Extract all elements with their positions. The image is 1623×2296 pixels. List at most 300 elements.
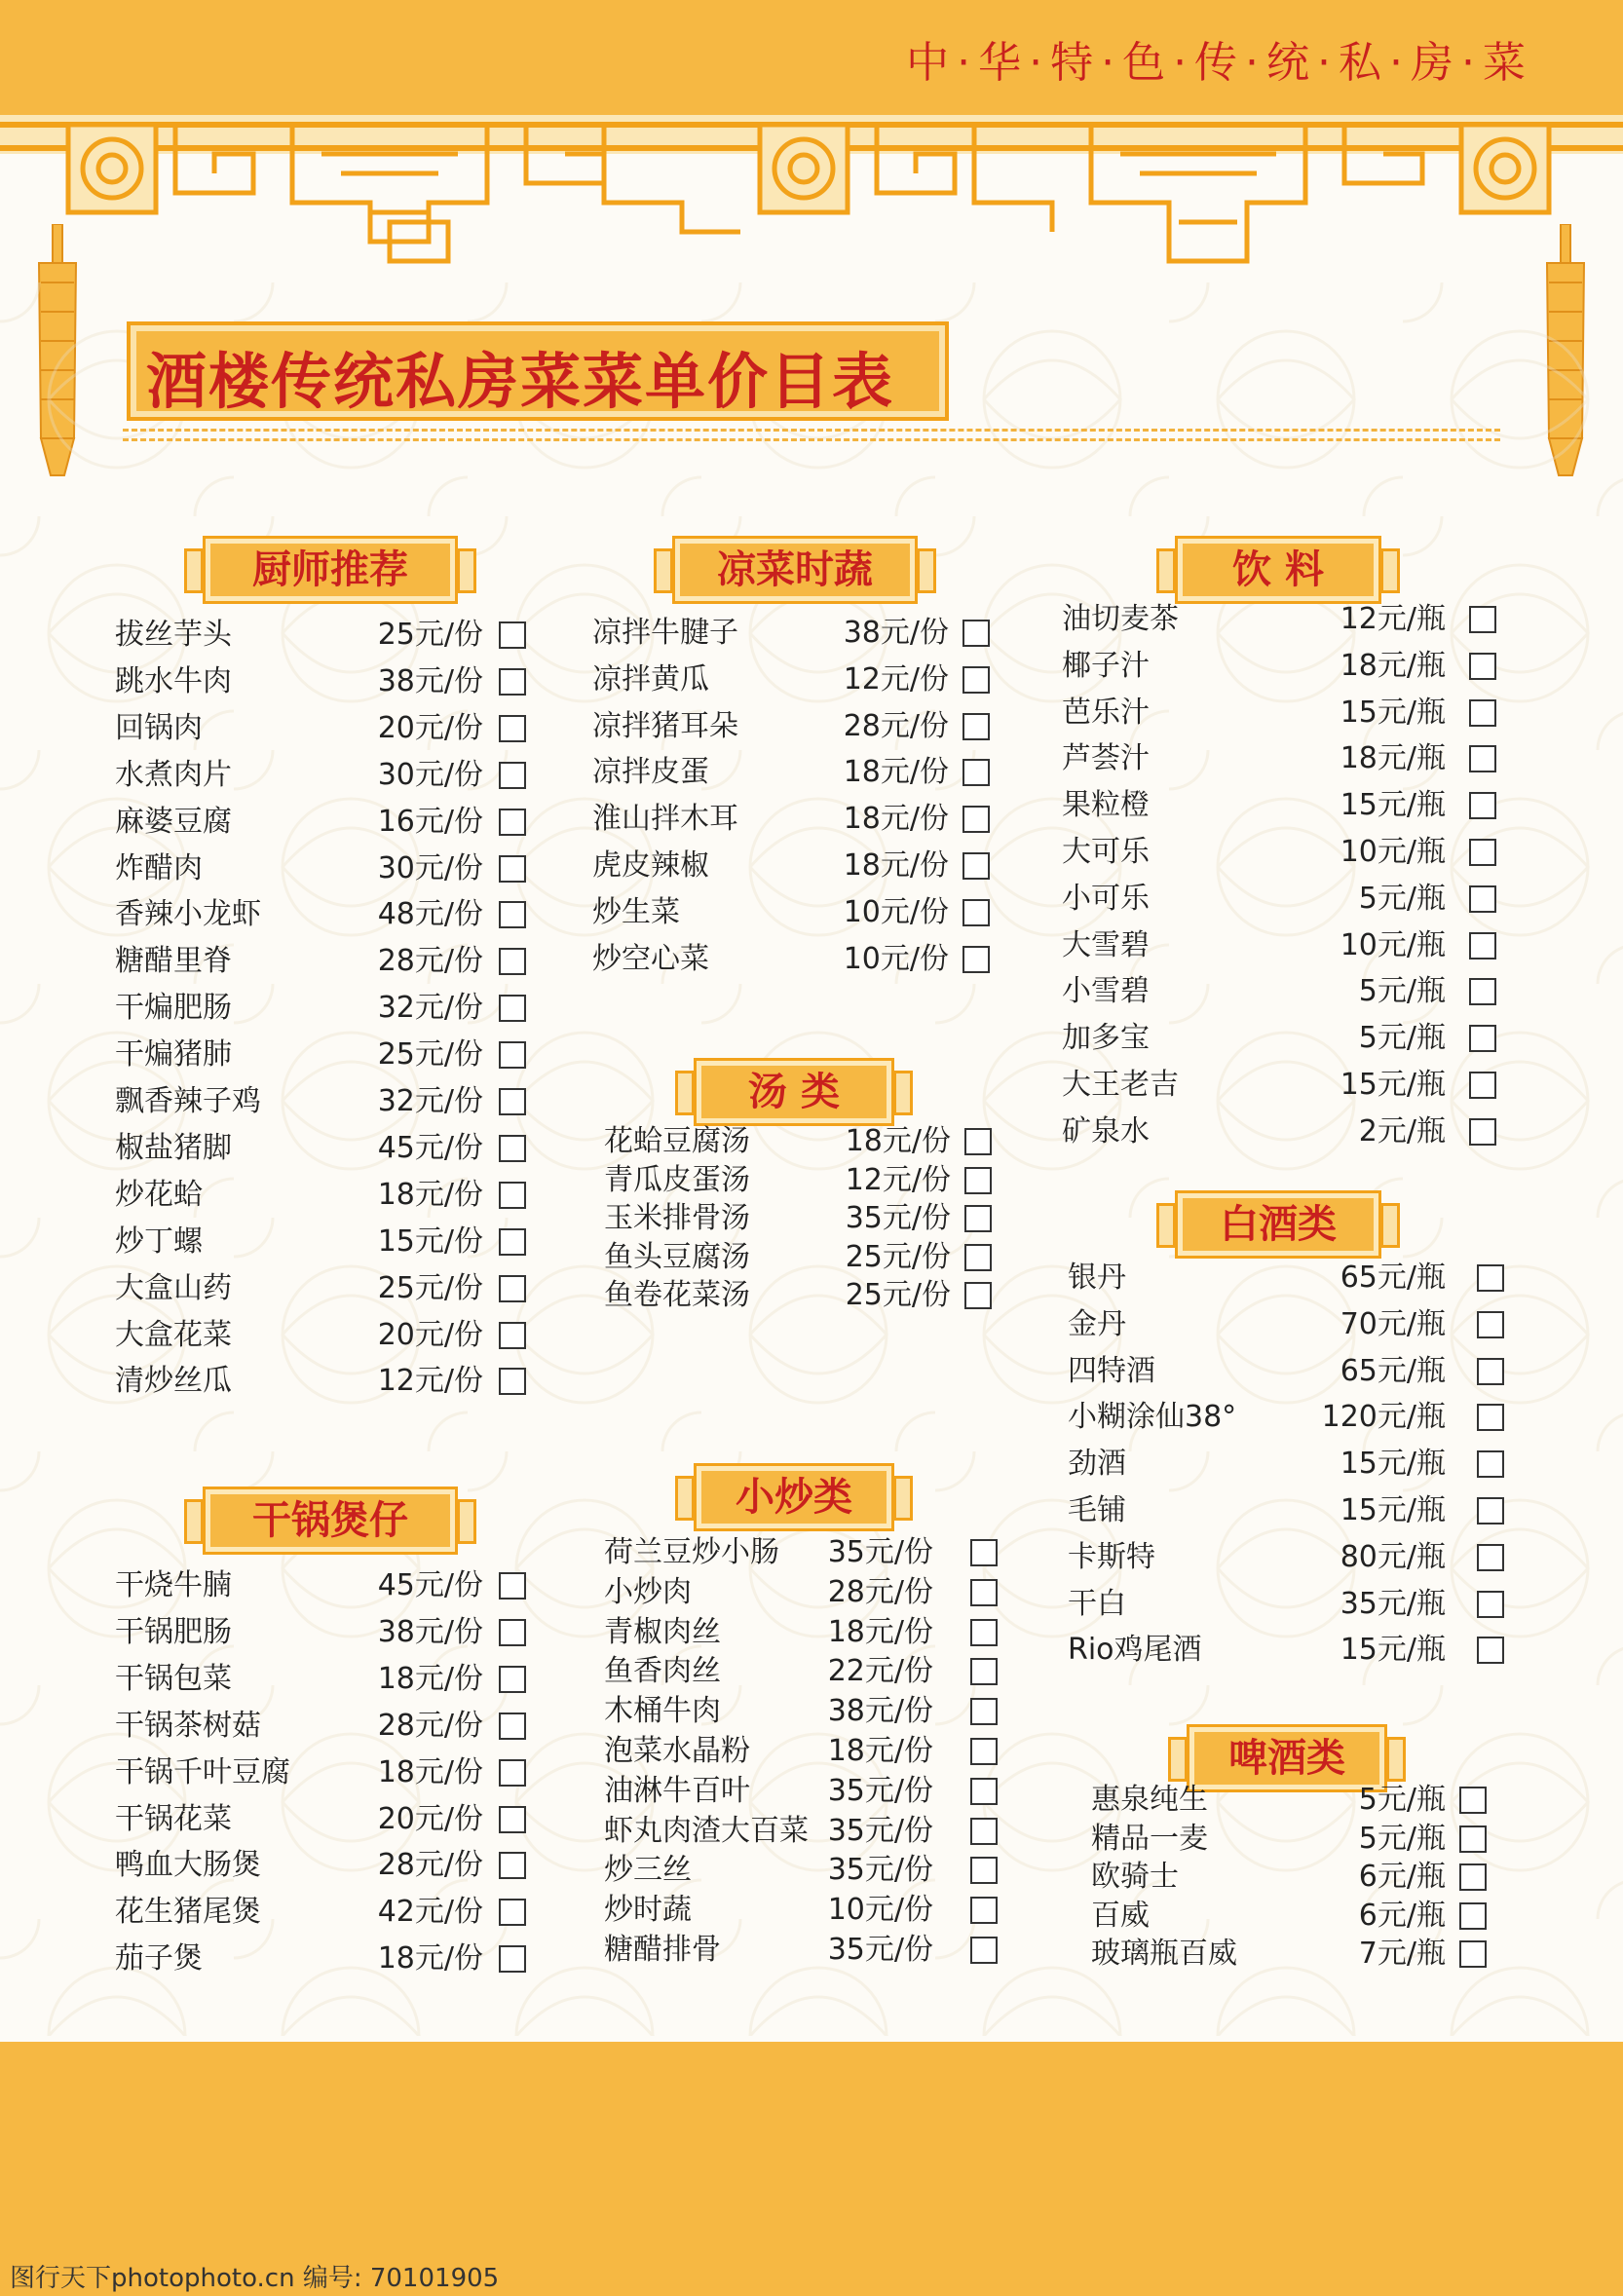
item-price: 30元/份 <box>377 851 483 885</box>
item-name: 干白 <box>1068 1587 1126 1621</box>
item-name: 干煸猪肺 <box>115 1037 232 1072</box>
item-name: 荷兰豆炒小肠 <box>604 1535 779 1569</box>
menu-item <box>115 1269 528 1308</box>
order-checkbox[interactable] <box>1459 1863 1487 1891</box>
order-checkbox[interactable] <box>1469 699 1496 727</box>
menu-item <box>604 1276 994 1315</box>
item-name: 小可乐 <box>1062 882 1150 916</box>
item-price: 38元/份 <box>377 664 483 698</box>
item-price: 25元/份 <box>377 1271 483 1305</box>
menu-item <box>592 614 992 653</box>
order-checkbox[interactable] <box>962 620 990 647</box>
order-checkbox[interactable] <box>499 1619 526 1646</box>
order-checkbox[interactable] <box>499 668 526 696</box>
item-name: 干锅包菜 <box>115 1662 232 1696</box>
item-name: 大王老吉 <box>1062 1068 1179 1102</box>
order-checkbox[interactable] <box>499 1088 526 1115</box>
menu-item <box>604 1573 1000 1612</box>
menu-item <box>604 1652 1000 1691</box>
menu-item <box>592 800 992 839</box>
item-price: 5元/瓶 <box>1358 1783 1446 1817</box>
order-checkbox[interactable] <box>499 1368 526 1395</box>
item-price: 12元/份 <box>377 1364 483 1398</box>
item-price: 10元/瓶 <box>1340 835 1446 869</box>
order-checkbox[interactable] <box>499 1572 526 1600</box>
item-name: 油淋牛百叶 <box>604 1774 750 1808</box>
section-heading-label: 凉菜时蔬 <box>717 547 873 592</box>
order-checkbox[interactable] <box>1477 1497 1504 1524</box>
menu-item <box>604 1931 1000 1970</box>
item-name: 糖醋里脊 <box>115 944 232 978</box>
item-price: 18元/份 <box>843 755 949 789</box>
order-checkbox[interactable] <box>964 1282 992 1309</box>
menu-item <box>1068 1585 1506 1624</box>
item-name: 玉米排骨汤 <box>604 1201 750 1235</box>
item-price: 35元/份 <box>845 1201 951 1235</box>
item-price: 18元/份 <box>827 1615 933 1649</box>
menu-item <box>115 662 528 701</box>
menu-item <box>1062 1112 1498 1151</box>
item-price: 70元/瓶 <box>1340 1307 1446 1341</box>
order-checkbox[interactable] <box>970 1818 998 1845</box>
item-price: 65元/瓶 <box>1340 1354 1446 1388</box>
order-checkbox[interactable] <box>1469 932 1496 960</box>
menu-item <box>1062 600 1498 639</box>
item-price: 25元/份 <box>845 1278 951 1312</box>
item-name: 拔丝芋头 <box>115 618 232 652</box>
menu-item <box>592 707 992 746</box>
menu-item <box>115 1129 528 1168</box>
menu-item <box>1068 1398 1506 1437</box>
item-name: 果粒橙 <box>1062 788 1150 822</box>
item-price: 18元/瓶 <box>1340 741 1446 775</box>
order-checkbox[interactable] <box>499 1322 526 1349</box>
item-name: 金丹 <box>1068 1307 1126 1341</box>
menu-item <box>115 849 528 888</box>
menu-item <box>604 1122 994 1161</box>
menu-item <box>1068 1352 1506 1391</box>
order-checkbox[interactable] <box>1469 606 1496 633</box>
item-name: 鸭血大肠煲 <box>115 1848 261 1882</box>
item-name: 毛铺 <box>1068 1493 1126 1527</box>
menu-item <box>1068 1445 1506 1484</box>
order-checkbox[interactable] <box>962 759 990 786</box>
item-price: 6元/瓶 <box>1358 1860 1446 1894</box>
item-price: 15元/瓶 <box>1340 1633 1446 1667</box>
item-name: 鱼头豆腐汤 <box>604 1240 750 1274</box>
order-checkbox[interactable] <box>1469 1025 1496 1052</box>
item-name: 回锅肉 <box>115 711 203 745</box>
menu-item <box>115 1362 528 1401</box>
order-checkbox[interactable] <box>970 1539 998 1566</box>
order-checkbox[interactable] <box>1477 1404 1504 1431</box>
section-heading-drinks <box>1175 536 1381 604</box>
item-name: 大盒花菜 <box>115 1318 232 1352</box>
item-name: 木桶牛肉 <box>604 1694 721 1728</box>
item-price: 18元/份 <box>377 1178 483 1212</box>
order-checkbox[interactable] <box>970 1619 998 1646</box>
item-name: 茄子煲 <box>115 1941 203 1976</box>
item-price: 12元/份 <box>845 1163 951 1197</box>
menu-item <box>604 1238 994 1277</box>
menu-item <box>604 1692 1000 1731</box>
order-checkbox[interactable] <box>962 946 990 973</box>
order-checkbox[interactable] <box>962 666 990 694</box>
order-checkbox[interactable] <box>970 1658 998 1685</box>
order-checkbox[interactable] <box>970 1778 998 1805</box>
order-checkbox[interactable] <box>499 1041 526 1069</box>
order-checkbox[interactable] <box>499 1135 526 1162</box>
menu-item <box>604 1851 1000 1890</box>
item-name: 凉拌黄瓜 <box>592 662 709 696</box>
order-checkbox[interactable] <box>1477 1591 1504 1618</box>
item-price: 28元/份 <box>377 944 483 978</box>
item-price: 20元/份 <box>377 1802 483 1836</box>
order-checkbox[interactable] <box>499 621 526 649</box>
order-checkbox[interactable] <box>499 1666 526 1693</box>
order-checkbox[interactable] <box>964 1205 992 1232</box>
item-name: 凉拌皮蛋 <box>592 755 709 789</box>
order-checkbox[interactable] <box>962 852 990 880</box>
order-checkbox[interactable] <box>962 899 990 926</box>
item-name: 炒三丝 <box>604 1853 692 1887</box>
item-name: 炒生菜 <box>592 895 680 929</box>
order-checkbox[interactable] <box>1459 1902 1487 1930</box>
menu-item <box>604 1732 1000 1771</box>
order-checkbox[interactable] <box>499 809 526 836</box>
item-name: 芦荟汁 <box>1062 741 1150 775</box>
item-price: 20元/份 <box>377 711 483 745</box>
item-name: 花生猪尾煲 <box>115 1895 261 1929</box>
order-checkbox[interactable] <box>964 1167 992 1194</box>
order-checkbox[interactable] <box>1477 1637 1504 1664</box>
item-price: 45元/份 <box>377 1131 483 1165</box>
menu-item <box>1062 972 1498 1011</box>
menu-item <box>115 1035 528 1074</box>
item-price: 35元/份 <box>827 1814 933 1848</box>
menu-item <box>1062 880 1498 919</box>
item-name: 大盒山药 <box>115 1271 232 1305</box>
order-checkbox[interactable] <box>970 1579 998 1606</box>
item-price: 28元/份 <box>827 1575 933 1609</box>
menu-item <box>1068 1259 1506 1298</box>
order-checkbox[interactable] <box>1469 978 1496 1005</box>
order-checkbox[interactable] <box>1477 1358 1504 1385</box>
item-price: 10元/瓶 <box>1340 928 1446 962</box>
item-price: 18元/份 <box>377 1941 483 1976</box>
item-name: 椒盐猪脚 <box>115 1131 232 1165</box>
menu-item <box>1062 926 1498 965</box>
section-heading-label: 啤酒类 <box>1228 1736 1345 1781</box>
menu-item <box>592 660 992 699</box>
menu-item <box>604 1161 994 1200</box>
item-name: Rio鸡尾酒 <box>1068 1633 1202 1667</box>
menu-item <box>115 1893 528 1932</box>
order-checkbox[interactable] <box>1469 1118 1496 1146</box>
item-price: 18元/瓶 <box>1340 649 1446 683</box>
order-checkbox[interactable] <box>970 1897 998 1924</box>
item-price: 32元/份 <box>377 1084 483 1118</box>
order-checkbox[interactable] <box>962 806 990 833</box>
item-name: 劲酒 <box>1068 1447 1126 1481</box>
item-price: 38元/份 <box>827 1694 933 1728</box>
item-name: 芭乐汁 <box>1062 696 1150 730</box>
item-price: 30元/份 <box>377 758 483 792</box>
menu-item <box>115 1176 528 1215</box>
item-name: 干煸肥肠 <box>115 991 232 1025</box>
section-heading-cold <box>672 536 918 604</box>
item-name: 百威 <box>1091 1899 1150 1933</box>
item-price: 38元/份 <box>377 1615 483 1649</box>
item-price: 12元/瓶 <box>1340 602 1446 636</box>
menu-item <box>115 1082 528 1121</box>
menu-item <box>115 1660 528 1699</box>
title-divider <box>123 429 1500 432</box>
item-price: 18元/份 <box>843 802 949 836</box>
item-price: 5元/瓶 <box>1358 1822 1446 1856</box>
item-name: 精品一麦 <box>1091 1822 1208 1856</box>
item-price: 20元/份 <box>377 1318 483 1352</box>
order-checkbox[interactable] <box>1477 1264 1504 1292</box>
item-price: 32元/份 <box>377 991 483 1025</box>
menu-item <box>1091 1858 1489 1897</box>
item-name: 炒花蛤 <box>115 1178 203 1212</box>
section-heading-label: 干锅煲仔 <box>252 1498 408 1543</box>
item-price: 35元/份 <box>827 1774 933 1808</box>
order-checkbox[interactable] <box>1459 1826 1487 1853</box>
item-name: 鱼卷花菜汤 <box>604 1278 750 1312</box>
item-name: 炒空心菜 <box>592 942 709 976</box>
item-price: 15元/瓶 <box>1340 1068 1446 1102</box>
order-checkbox[interactable] <box>970 1738 998 1765</box>
item-price: 35元/份 <box>827 1933 933 1967</box>
item-price: 16元/份 <box>377 805 483 839</box>
menu-item <box>1091 1820 1489 1859</box>
item-price: 15元/瓶 <box>1340 1447 1446 1481</box>
menu-item <box>604 1533 1000 1572</box>
order-checkbox[interactable] <box>499 1759 526 1787</box>
item-price: 5元/瓶 <box>1358 882 1446 916</box>
title-divider <box>123 438 1500 441</box>
item-name: 矿泉水 <box>1062 1114 1150 1148</box>
menu-item <box>115 803 528 842</box>
item-name: 青瓜皮蛋汤 <box>604 1163 750 1197</box>
item-name: 炸醋肉 <box>115 851 203 885</box>
item-price: 65元/瓶 <box>1340 1261 1446 1295</box>
item-price: 7元/瓶 <box>1358 1937 1446 1971</box>
section-heading-label: 白酒类 <box>1220 1202 1337 1247</box>
menu-item <box>115 1316 528 1355</box>
menu-item <box>115 616 528 655</box>
menu-item <box>1068 1538 1506 1577</box>
item-price: 35元/瓶 <box>1340 1587 1446 1621</box>
menu-item <box>592 940 992 979</box>
item-name: 干锅千叶豆腐 <box>115 1755 290 1789</box>
menu-item <box>115 756 528 795</box>
menu-title-box <box>127 321 949 421</box>
item-price: 18元/份 <box>377 1662 483 1696</box>
section-heading-label: 汤 类 <box>748 1070 840 1114</box>
item-price: 15元/份 <box>377 1224 483 1259</box>
menu-item <box>604 1891 1000 1930</box>
menu-item <box>115 989 528 1028</box>
item-price: 18元/份 <box>827 1734 933 1768</box>
menu-item <box>1068 1305 1506 1344</box>
order-checkbox[interactable] <box>1469 885 1496 913</box>
menu-item <box>604 1772 1000 1811</box>
item-name: 银丹 <box>1068 1261 1126 1295</box>
order-checkbox[interactable] <box>499 1852 526 1879</box>
item-price: 80元/瓶 <box>1340 1540 1446 1574</box>
item-name: 干锅肥肠 <box>115 1615 232 1649</box>
menu-item <box>1062 739 1498 778</box>
item-name: 凉拌猪耳朵 <box>592 709 738 743</box>
item-name: 大雪碧 <box>1062 928 1150 962</box>
item-price: 10元/份 <box>843 895 949 929</box>
menu-item <box>115 1566 528 1605</box>
order-checkbox[interactable] <box>1469 792 1496 819</box>
item-name: 干锅花菜 <box>115 1802 232 1836</box>
order-checkbox[interactable] <box>499 855 526 883</box>
order-checkbox[interactable] <box>1469 745 1496 772</box>
item-name: 花蛤豆腐汤 <box>604 1124 750 1158</box>
item-name: 凉拌牛腱子 <box>592 616 738 650</box>
item-price: 25元/份 <box>845 1240 951 1274</box>
order-checkbox[interactable] <box>499 715 526 742</box>
slogan: 中·华·特·色·传·统·私·房·菜 <box>906 38 1533 88</box>
order-checkbox[interactable] <box>499 995 526 1022</box>
menu-item <box>115 1753 528 1792</box>
menu-item <box>592 753 992 792</box>
order-checkbox[interactable] <box>970 1937 998 1964</box>
item-name: 干烧牛腩 <box>115 1568 232 1602</box>
menu-item <box>115 709 528 748</box>
item-name: 青椒肉丝 <box>604 1615 721 1649</box>
item-price: 15元/瓶 <box>1340 696 1446 730</box>
item-name: 炒丁螺 <box>115 1224 203 1259</box>
item-price: 18元/份 <box>843 848 949 883</box>
item-name: 油切麦茶 <box>1062 602 1179 636</box>
item-price: 22元/份 <box>827 1654 933 1688</box>
order-checkbox[interactable] <box>499 762 526 789</box>
item-name: 椰子汁 <box>1062 649 1150 683</box>
item-name: 麻婆豆腐 <box>115 805 232 839</box>
item-name: 欧骑士 <box>1091 1860 1179 1894</box>
order-checkbox[interactable] <box>964 1128 992 1155</box>
order-checkbox[interactable] <box>964 1244 992 1271</box>
order-checkbox[interactable] <box>1469 653 1496 680</box>
order-checkbox[interactable] <box>1469 839 1496 866</box>
item-name: 小雪碧 <box>1062 974 1150 1008</box>
item-name: 虎皮辣椒 <box>592 848 709 883</box>
menu-item <box>592 893 992 932</box>
item-name: 水煮肉片 <box>115 758 232 792</box>
section-heading-chef <box>203 536 458 604</box>
item-price: 18元/份 <box>377 1755 483 1789</box>
order-checkbox[interactable] <box>499 1713 526 1740</box>
item-name: 小炒肉 <box>604 1575 692 1609</box>
item-price: 15元/瓶 <box>1340 1493 1446 1527</box>
item-name: 大可乐 <box>1062 835 1150 869</box>
item-price: 28元/份 <box>843 709 949 743</box>
menu-item <box>1091 1935 1489 1974</box>
order-checkbox[interactable] <box>499 1945 526 1973</box>
item-price: 18元/份 <box>845 1124 951 1158</box>
order-checkbox[interactable] <box>1477 1450 1504 1478</box>
menu-item <box>1062 786 1498 825</box>
order-checkbox[interactable] <box>499 948 526 975</box>
menu-item <box>115 1800 528 1839</box>
item-price: 25元/份 <box>377 618 483 652</box>
item-price: 35元/份 <box>827 1853 933 1887</box>
order-checkbox[interactable] <box>499 901 526 928</box>
item-name: 小糊涂仙38° <box>1068 1400 1237 1434</box>
order-checkbox[interactable] <box>499 1182 526 1209</box>
item-name: 干锅茶树菇 <box>115 1709 261 1743</box>
section-heading-liquor <box>1175 1190 1381 1259</box>
menu-item <box>115 942 528 981</box>
order-checkbox[interactable] <box>970 1857 998 1884</box>
item-name: 糖醋排骨 <box>604 1933 721 1967</box>
section-heading-drypot <box>203 1487 458 1555</box>
menu-item <box>1062 833 1498 872</box>
menu-item <box>1068 1491 1506 1530</box>
item-price: 5元/瓶 <box>1358 1021 1446 1055</box>
order-checkbox[interactable] <box>970 1698 998 1725</box>
item-name: 炒时蔬 <box>604 1893 692 1927</box>
order-checkbox[interactable] <box>1477 1544 1504 1571</box>
order-checkbox[interactable] <box>499 1806 526 1833</box>
section-heading-label: 小炒类 <box>736 1475 852 1520</box>
item-price: 15元/瓶 <box>1340 788 1446 822</box>
item-price: 10元/份 <box>843 942 949 976</box>
item-name: 香辣小龙虾 <box>115 897 261 931</box>
lattice-ornament <box>0 115 1623 281</box>
item-name: 飘香辣子鸡 <box>115 1084 261 1118</box>
menu-item <box>604 1613 1000 1652</box>
order-checkbox[interactable] <box>499 1275 526 1302</box>
section-heading-label: 饮 料 <box>1232 547 1324 592</box>
item-price: 5元/瓶 <box>1358 974 1446 1008</box>
item-name: 清炒丝瓜 <box>115 1364 232 1398</box>
menu-title: 酒楼传统私房菜菜单价目表 <box>146 346 895 417</box>
menu-item <box>115 1223 528 1261</box>
item-name: 加多宝 <box>1062 1021 1150 1055</box>
item-price: 42元/份 <box>377 1895 483 1929</box>
menu-item <box>604 1199 994 1238</box>
menu-item <box>1091 1897 1489 1936</box>
menu-item <box>115 1707 528 1746</box>
item-name: 虾丸肉渣大百菜 <box>604 1814 809 1848</box>
menu-item <box>115 1939 528 1978</box>
section-heading-stirfry <box>694 1463 894 1531</box>
order-checkbox[interactable] <box>962 713 990 740</box>
order-checkbox[interactable] <box>1477 1311 1504 1338</box>
item-price: 28元/份 <box>377 1709 483 1743</box>
item-price: 45元/份 <box>377 1568 483 1602</box>
top-banner <box>0 0 1623 115</box>
order-checkbox[interactable] <box>499 1228 526 1256</box>
item-name: 跳水牛肉 <box>115 664 232 698</box>
item-name: 惠泉纯生 <box>1091 1783 1208 1817</box>
order-checkbox[interactable] <box>1459 1787 1487 1814</box>
order-checkbox[interactable] <box>1469 1072 1496 1099</box>
order-checkbox[interactable] <box>1459 1940 1487 1968</box>
menu-item <box>592 847 992 885</box>
menu-item <box>1062 694 1498 733</box>
order-checkbox[interactable] <box>499 1899 526 1926</box>
item-price: 12元/份 <box>843 662 949 696</box>
